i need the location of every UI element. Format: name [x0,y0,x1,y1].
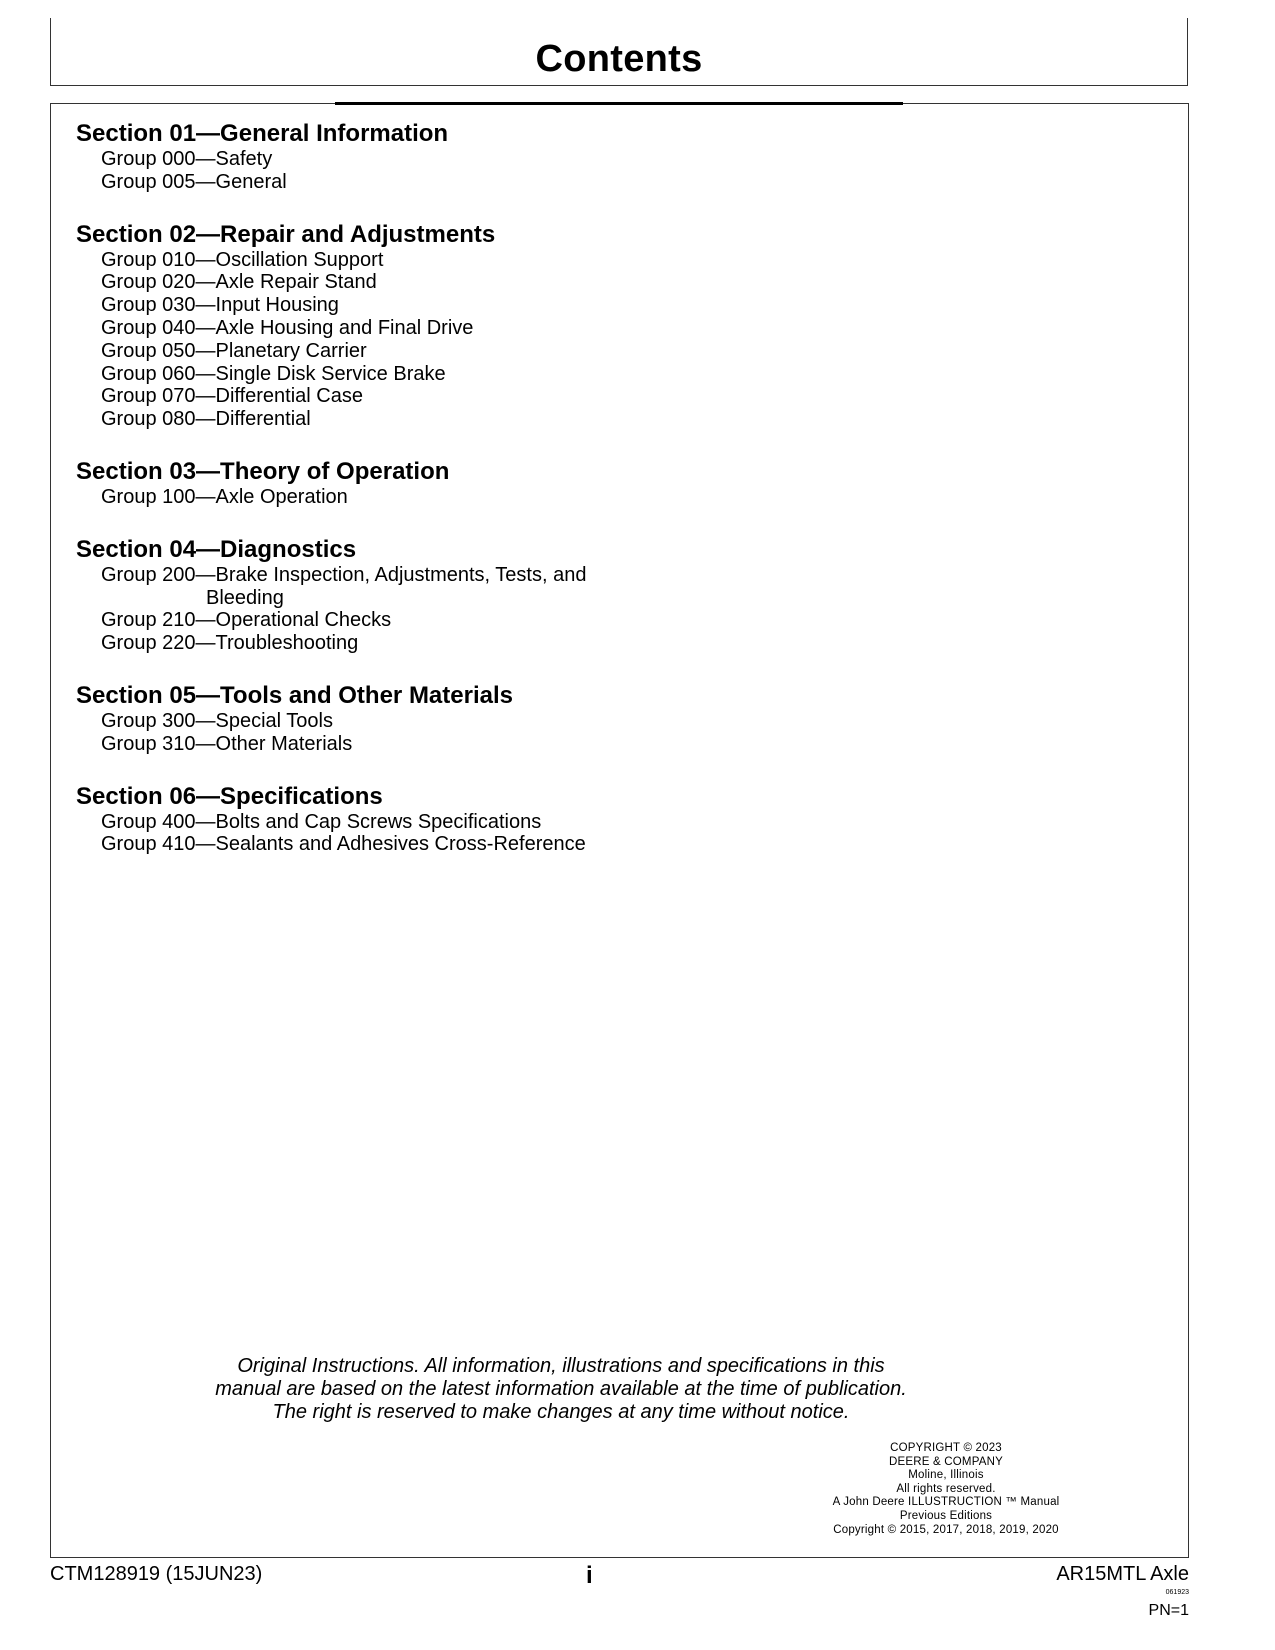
group-link: Group 050—Planetary Carrier [101,339,367,362]
section-04 [76,536,776,655]
section-title: Section 06—Specifications [76,782,383,810]
section-05 [76,682,776,756]
footer-manual-title: AR15MTL Axle [1056,1563,1189,1585]
group-link: Group 060—Single Disk Service Brake [101,362,446,385]
copyright-line: All rights reserved. [896,1482,996,1495]
section-title: Section 02—Repair and Adjustments [76,220,496,248]
section-title: Section 04—Diagnostics [76,535,357,563]
footer-pn: PN=1 [1148,1602,1189,1619]
copyright-line: A John Deere ILLUSTRUCTION ™ Manual [832,1496,1060,1509]
group-link: Group 210—Operational Checks [101,609,392,632]
notice-line: manual are based on the latest information available at the time of publication. [215,1378,907,1400]
notice-line: The right is reserved to make changes at any time without notice. [272,1401,850,1423]
group-link: Group 010—Oscillation Support [101,248,384,271]
section-title: Section 01—General Information [76,120,449,147]
section-title: Section 03—Theory of Operation [76,457,450,485]
group-link: Group 000—Safety [101,148,273,170]
copyright-line: COPYRIGHT © 2023 [890,1442,1002,1454]
group-link: Group 310—Other Materials [101,732,353,755]
copyright-line: Moline, Illinois [908,1469,984,1482]
group-link: Group 020—Axle Repair Stand [101,271,377,294]
section-title: Section 05—Tools and Other Materials [76,681,513,709]
group-link: Group 005—General [101,170,287,193]
original-instructions-notice [201,1355,921,1424]
group-link: Group 200—Brake Inspection, Adjustments, Tests, and [101,563,587,586]
notice-line: Original Instructions. All information, illustrations and specifications in this [237,1355,885,1377]
footer-page-number: i [586,1562,593,1589]
section-01 [76,120,776,194]
footer-code: 061923 [1165,1589,1189,1596]
group-link: Group 220—Troubleshooting [101,632,359,655]
footer-doc-id: CTM128919 (15JUN23) [50,1563,263,1585]
top-accent-rule [335,102,903,105]
group-link: Group 400—Bolts and Cap Screws Specifications [101,810,542,833]
group-link: Group 040—Axle Housing and Final Drive [101,316,474,339]
group-link: Group 300—Special Tools [101,709,333,732]
group-link: Group 080—Differential [101,408,311,431]
contents-panel [50,103,1189,1558]
section-02 [76,221,776,431]
copyright-line: DEERE & COMPANY [889,1455,1003,1468]
group-link: Group 100—Axle Operation [101,485,348,508]
page-title: Contents [535,38,703,80]
group-link: Group 070—Differential Case [101,385,363,408]
copyright-line: Previous Editions [899,1509,993,1522]
section-06 [76,783,776,857]
header-box [50,18,1188,86]
copyright-block [751,1442,1141,1537]
group-link: Group 030—Input Housing [101,294,339,317]
section-03 [76,458,776,509]
group-link-continuation: Bleeding [206,586,284,609]
group-link: Group 410—Sealants and Adhesives Cross-Reference [101,833,586,856]
copyright-line: Copyright © 2015, 2017, 2018, 2019, 2020 [833,1523,1059,1536]
table-of-contents [76,120,776,883]
